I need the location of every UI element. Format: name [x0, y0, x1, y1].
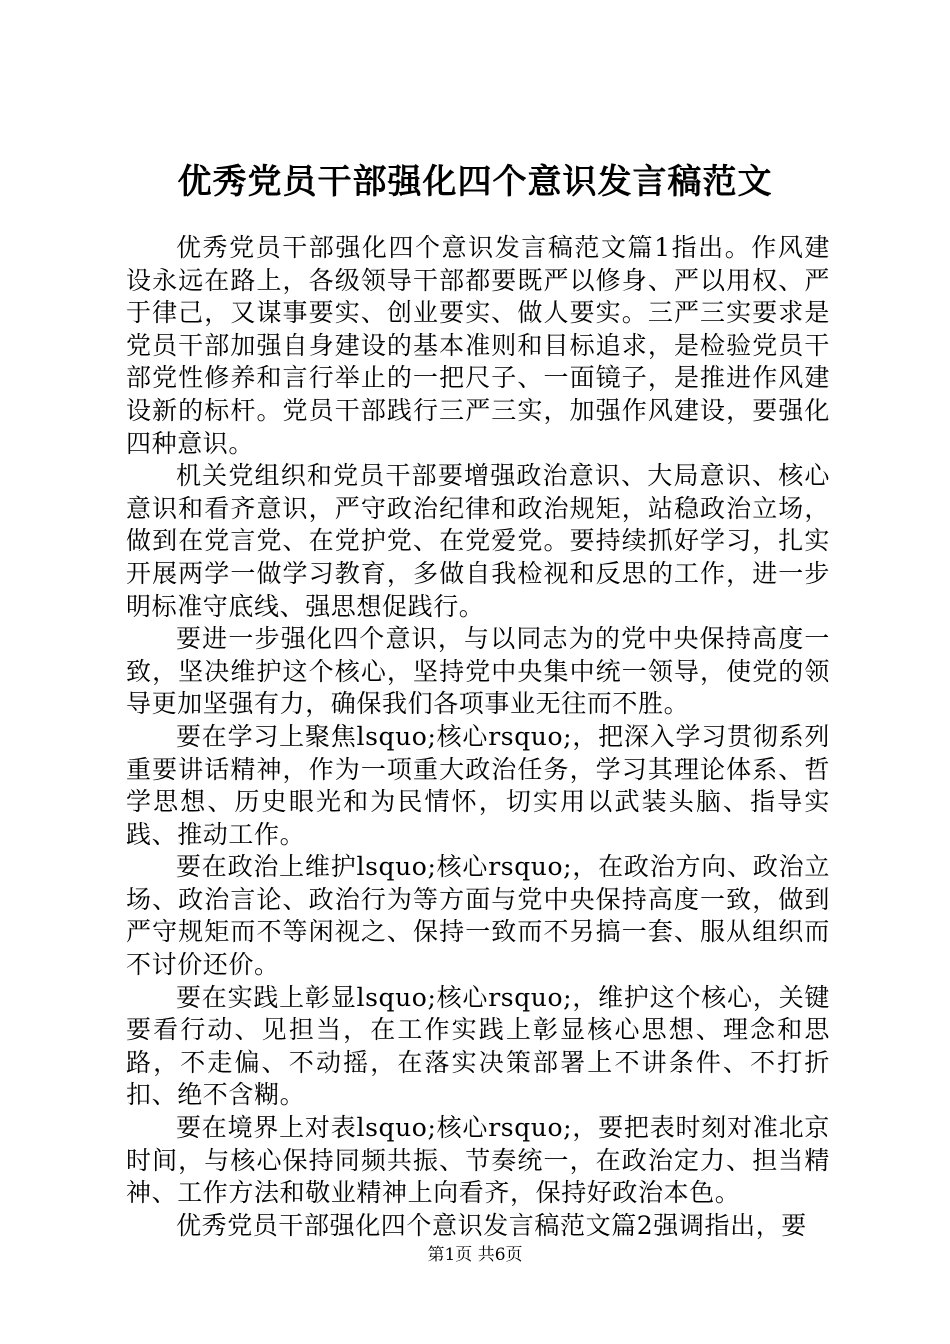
paragraph: 要在境界上对表lsquo;核心rsquo;，要把表时刻对准北京时间，与核心保持同频共振、节奏统一，在政治定力、担当精神、工作方法和敬业精神上向看齐，保持好政治本色。: [126, 1113, 830, 1208]
document-body: [126, 232, 830, 1242]
paragraph: 要进一步强化四个意识，与以同志为的党中央保持高度一致，坚决维护这个核心，坚持党中央集中统一领导，使党的领导更加坚强有力，确保我们各项事业无往而不胜。: [126, 624, 830, 719]
paragraph: 优秀党员干部强化四个意识发言稿范文篇1指出。作风建设永远在路上，各级领导干部都要既严以修身、严以用权、严于律己，又谋事要实、创业要实、做人要实。三严三实要求是党员干部加强自身建设的基本准则和目标追求，是检验党员干部党性修养和言行举止的一把尺子、一面镜子，是推进作风建设新的标杆。党员干部践行三严三实，加强作风建设，要强化四种意识。: [126, 233, 830, 458]
page-number-footer: 第1页 共6页: [427, 1245, 523, 1265]
paragraph: 优秀党员干部强化四个意识发言稿范文篇2强调指出，要: [176, 1210, 807, 1240]
paragraph: 要在政治上维护lsquo;核心rsquo;，在政治方向、政治立场、政治言论、政治行为等方面与党中央保持高度一致，做到严守规矩而不等闲视之、保持一致而不另搞一套、服从组织而不讨价还价。: [126, 852, 830, 980]
paragraph: 要在学习上聚焦lsquo;核心rsquo;，把深入学习贯彻系列重要讲话精神，作为一项重大政治任务，学习其理论体系、哲学思想、历史眼光和为民情怀，切实用以武装头脑、指导实践、推动工作。: [126, 721, 830, 849]
document-title: 优秀党员干部强化四个意识发言稿范文: [177, 162, 773, 202]
paragraph: 机关党组织和党员干部要增强政治意识、大局意识、核心意识和看齐意识，严守政治纪律和政治规矩，站稳政治立场，做到在党言党、在党护党、在党爱党。要持续抓好学习，扎实开展两学一做学习教育，多做自我检视和反思的工作，进一步明标准守底线、强思想促践行。: [126, 461, 830, 621]
paragraph: 要在实践上彰显lsquo;核心rsquo;，维护这个核心，关键要看行动、见担当，在工作实践上彰显核心思想、理念和思路，不走偏、不动摇，在落实决策部署上不讲条件、不打折扣、绝不含糊。: [126, 982, 830, 1110]
